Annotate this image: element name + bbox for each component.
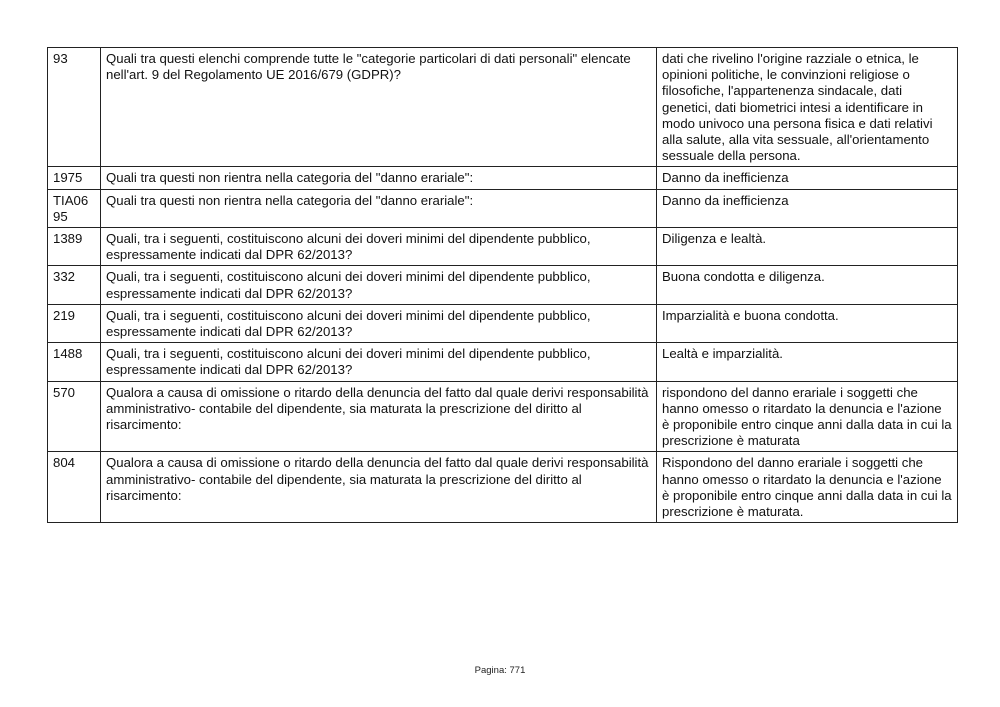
row-id: 93 <box>48 48 101 167</box>
row-question: Quali, tra i seguenti, costituiscono alcuni dei doveri minimi del dipendente pubblico, espressamente indicati dal DPR 62/2013? <box>101 266 657 304</box>
row-answer: Danno da inefficienza <box>657 167 958 189</box>
row-answer: rispondono del danno erariale i soggetti che hanno omesso o ritardato la denuncia e l'azione è proponibile entro cinque anni dalla data in cui la prescrizione è maturata <box>657 381 958 452</box>
table-row <box>48 343 958 381</box>
row-answer: Buona condotta e diligenza. <box>657 266 958 304</box>
table-row <box>48 48 958 167</box>
row-question: Quali, tra i seguenti, costituiscono alcuni dei doveri minimi del dipendente pubblico, espressamente indicati dal DPR 62/2013? <box>101 343 657 381</box>
row-answer: Imparzialità e buona condotta. <box>657 304 958 342</box>
row-id: 1975 <box>48 167 101 189</box>
row-question: Qualora a causa di omissione o ritardo della denuncia del fatto dal quale derivi responsabilità amministrativo- contabile del dipendente, sia maturata la prescrizione del diritto al risarcimento: <box>101 381 657 452</box>
row-id: 804 <box>48 452 101 523</box>
row-answer: Danno da inefficienza <box>657 189 958 227</box>
row-question: Qualora a causa di omissione o ritardo della denuncia del fatto dal quale derivi responsabilità amministrativo- contabile del dipendente, sia maturata la prescrizione del diritto al risarcimento: <box>101 452 657 523</box>
row-question: Quali tra questi non rientra nella categoria del "danno erariale": <box>101 167 657 189</box>
row-question: Quali, tra i seguenti, costituiscono alcuni dei doveri minimi del dipendente pubblico, espressamente indicati dal DPR 62/2013? <box>101 304 657 342</box>
row-answer: Rispondono del danno erariale i soggetti che hanno omesso o ritardato la denuncia e l'azione è proponibile entro cinque anni dalla data in cui la prescrizione è maturata. <box>657 452 958 523</box>
table-row <box>48 266 958 304</box>
row-question: Quali, tra i seguenti, costituiscono alcuni dei doveri minimi del dipendente pubblico, espressamente indicati dal DPR 62/2013? <box>101 228 657 266</box>
table-row <box>48 228 958 266</box>
row-id: TIA0695 <box>48 189 101 227</box>
table-row <box>48 167 958 189</box>
table-row <box>48 189 958 227</box>
row-answer: dati che rivelino l'origine razziale o etnica, le opinioni politiche, le convinzioni religiose o filosofiche, l'appartenenza sindacale, dati genetici, dati biometrici intesi a identificare in modo univoco una persona fisica e dati relativi alla salute, alla vita sessuale, all'orientamento sessuale della persona. <box>657 48 958 167</box>
row-id: 1389 <box>48 228 101 266</box>
row-id: 570 <box>48 381 101 452</box>
row-id: 219 <box>48 304 101 342</box>
row-answer: Lealtà e imparzialità. <box>657 343 958 381</box>
row-id: 1488 <box>48 343 101 381</box>
row-answer: Diligenza e lealtà. <box>657 228 958 266</box>
row-id: 332 <box>48 266 101 304</box>
table-row <box>48 304 958 342</box>
row-question: Quali tra questi non rientra nella categoria del "danno erariale": <box>101 189 657 227</box>
row-question: Quali tra questi elenchi comprende tutte le "categorie particolari di dati personali" elencate nell'art. 9 del Regolamento UE 2016/679 (GDPR)? <box>101 48 657 167</box>
page-number: Pagina: 771 <box>474 665 526 676</box>
table-row <box>48 381 958 452</box>
table-row <box>48 452 958 523</box>
question-table <box>47 47 958 523</box>
